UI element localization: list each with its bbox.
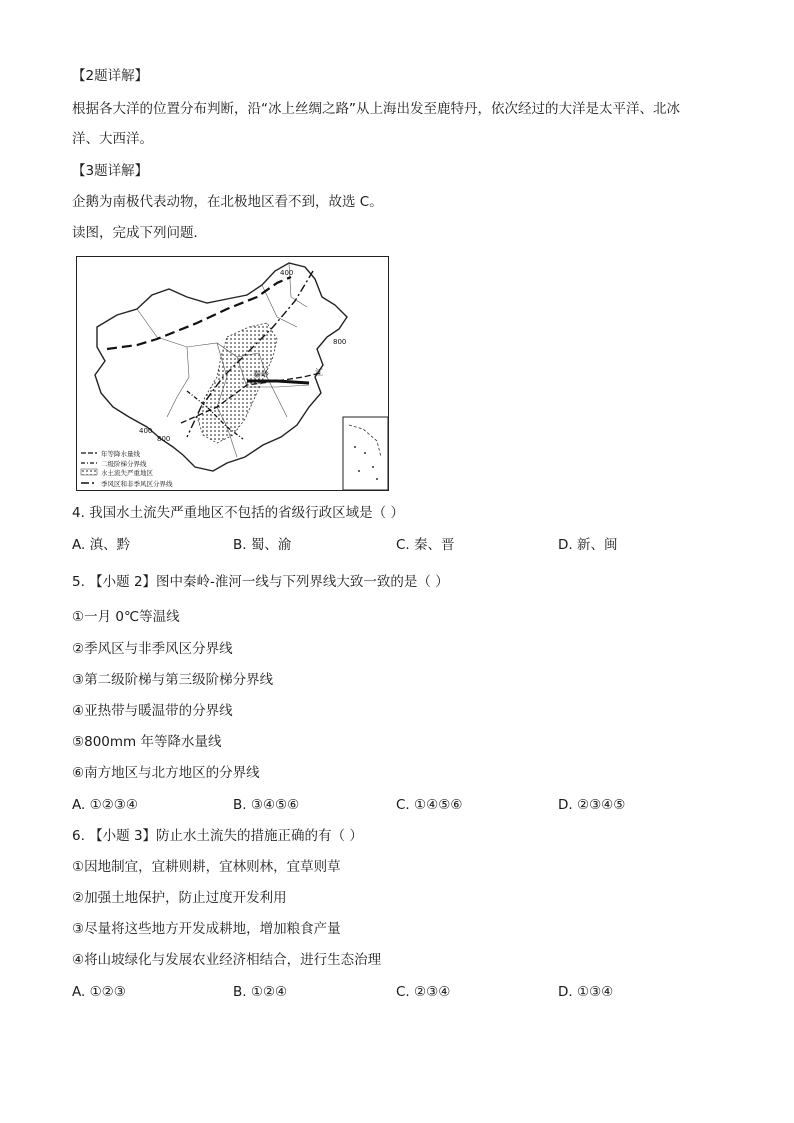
question-5-stem: 5. 【小题 2】图中秦岭-淮河一线与下列界线大致一致的是（ ） xyxy=(72,574,449,590)
q5-option-c: C. ①④⑤⑥ xyxy=(396,797,463,813)
q2-explanation-line1: 根据各大洋的位置分布判断，沿“冰上丝绸之路”从上海出发至鹿特丹，依次经过的大洋是太平洋、北冰 xyxy=(72,101,680,117)
q5-option-d: D. ②③④⑤ xyxy=(558,797,626,813)
legend-item-4: 季风区和非季风区分界线 xyxy=(101,480,173,488)
q5-item-6: ⑥南方地区与北方地区的分界线 xyxy=(72,765,260,781)
q5-item-5: ⑤800mm 年等降水量线 xyxy=(72,734,222,750)
q4-option-b: B. 蜀、渝 xyxy=(233,537,292,553)
q6-option-c: C. ②③④ xyxy=(396,984,451,1000)
q6-option-a: A. ①②③ xyxy=(72,984,126,1000)
legend-item-2: 二级阶梯分界线 xyxy=(101,460,147,468)
q5-item-1: ①一月 0℃等温线 xyxy=(72,609,180,625)
q6-option-b: B. ①②④ xyxy=(233,984,288,1000)
q5-option-b: B. ③④⑤⑥ xyxy=(233,797,300,813)
q4-option-a: A. 滇、黔 xyxy=(72,537,131,553)
question-6-stem: 6. 【小题 3】防止水土流失的措施正确的有（ ） xyxy=(72,828,363,844)
q5-item-3: ③第二级阶梯与第三级阶梯分界线 xyxy=(72,672,274,688)
legend-item-3: 水土流失严重地区 xyxy=(101,469,153,477)
q5-item-2: ②季风区与非季风区分界线 xyxy=(72,641,233,657)
q6-item-1: ①因地制宜，宜耕则耕，宜林则林，宜草则草 xyxy=(72,859,341,875)
q5-option-a: A. ①②③④ xyxy=(72,797,138,813)
q5-item-4: ④亚热带与暖温带的分界线 xyxy=(72,703,233,719)
q3-explanation: 企鹅为南极代表动物，在北极地区看不到，故选 C。 xyxy=(72,194,383,210)
isoline-label-400: 400 xyxy=(280,269,294,277)
q2-explanation-line2: 洋、大西洋。 xyxy=(72,131,153,147)
qinling-label: 秦岭 xyxy=(253,370,269,379)
china-soil-erosion-map xyxy=(76,256,389,491)
legend-item-1: 年等降水量线 xyxy=(101,450,140,458)
isoline-label-800-ne: 800 xyxy=(333,338,347,346)
q2-header: 【2题详解】 xyxy=(72,68,149,84)
map-drawing xyxy=(77,257,388,490)
q6-item-3: ③尽量将这些地方开发成耕地，增加粮食产量 xyxy=(72,921,341,937)
jiang-label: 江 xyxy=(315,368,323,377)
q4-option-d: D. 新、闽 xyxy=(558,537,618,553)
q6-item-2: ②加强土地保护，防止过度开发利用 xyxy=(72,890,287,906)
q6-option-d: D. ①③④ xyxy=(558,984,614,1000)
q6-item-4: ④将山坡绿化与发展农业经济相结合，进行生态治理 xyxy=(72,952,382,968)
isoline-label-400-sw: 400 xyxy=(139,427,153,435)
q3-header: 【3题详解】 xyxy=(72,163,149,179)
question-4-stem: 4. 我国水土流失严重地区不包括的省级行政区域是（ ） xyxy=(72,505,404,521)
q4-option-c: C. 秦、晋 xyxy=(396,537,455,553)
map-intro: 读图，完成下列问题． xyxy=(72,225,207,241)
map-legend xyxy=(81,449,173,488)
isoline-label-800-sw: 800 xyxy=(157,435,171,443)
